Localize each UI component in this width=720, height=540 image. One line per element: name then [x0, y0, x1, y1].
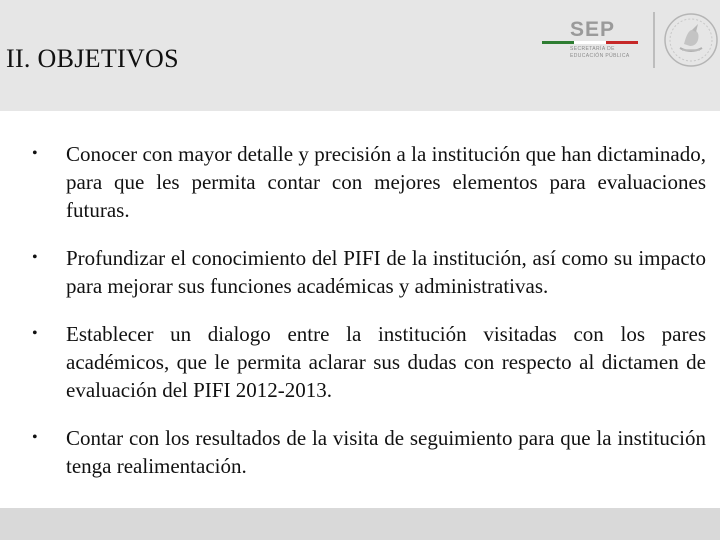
slide-title: II. OBJETIVOS [6, 44, 179, 73]
bullet-list [28, 140, 708, 500]
header-band [0, 0, 720, 111]
list-item [28, 320, 708, 404]
bullet-icon: • [32, 429, 38, 446]
bullet-text: Establecer un dialogo entre la institución visitadas con los pares académicos, que le permita aclarar sus dudas con respecto al dictamen de evaluación del PIFI 2012-2013. [66, 322, 706, 402]
sep-logo [540, 10, 720, 70]
sep-logo-text: SEP [570, 18, 616, 41]
list-item [28, 140, 708, 224]
list-item [28, 424, 708, 480]
logo-divider [653, 12, 655, 68]
footer-band [0, 508, 720, 540]
bullet-icon: • [32, 325, 38, 342]
flag-stripe-red [606, 41, 638, 44]
bullet-text: Contar con los resultados de la visita de seguimiento para que la institución tenga realimentación. [66, 426, 706, 478]
flag-stripe-white [574, 41, 606, 44]
flag-stripe-green [542, 41, 574, 44]
flag-stripe [542, 41, 638, 44]
list-item [28, 244, 708, 300]
bullet-icon: • [32, 145, 38, 162]
bullet-text: Conocer con mayor detalle y precisión a la institución que han dictaminado, para que les permita contar con mejores elementos para evaluaciones futuras. [66, 142, 706, 222]
mexican-coat-of-arms-icon [662, 10, 720, 70]
sep-logo-subtitle: SECRETARÍA DE EDUCACIÓN PÚBLICA [570, 46, 630, 59]
bullet-icon: • [32, 249, 38, 266]
bullet-text: Profundizar el conocimiento del PIFI de la institución, así como su impacto para mejorar sus funciones académicas y administrativas. [66, 246, 706, 298]
